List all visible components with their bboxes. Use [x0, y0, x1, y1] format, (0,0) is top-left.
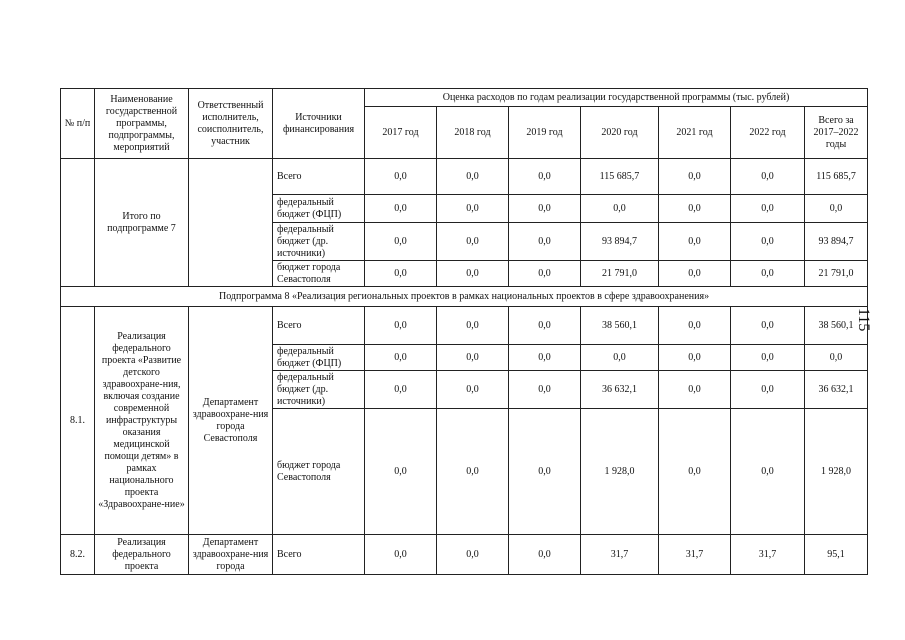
source-cell: федеральный бюджет (ФЦП)	[273, 195, 365, 223]
name-cell: Итого по подпрограмме 7	[95, 159, 189, 287]
value-cell: 0,0	[509, 261, 581, 287]
value-cell: 0,0	[437, 371, 509, 409]
value-cell: 38 560,1	[581, 307, 659, 345]
source-cell: Всего	[273, 307, 365, 345]
value-cell: 0,0	[659, 159, 731, 195]
value-cell: 21 791,0	[581, 261, 659, 287]
header-num: № п/п	[61, 89, 95, 159]
value-cell: 38 560,1	[805, 307, 868, 345]
value-cell: 0,0	[805, 345, 868, 371]
value-cell: 0,0	[437, 195, 509, 223]
header-row	[61, 89, 868, 107]
value-cell: 0,0	[365, 159, 437, 195]
value-cell: 0,0	[731, 223, 805, 261]
value-cell: 0,0	[509, 223, 581, 261]
source-cell: бюджет города Севастополя	[273, 261, 365, 287]
value-cell: 0,0	[659, 409, 731, 535]
value-cell: 36 632,1	[805, 371, 868, 409]
value-cell: 95,1	[805, 535, 868, 575]
value-cell: 0,0	[509, 345, 581, 371]
value-cell: 31,7	[659, 535, 731, 575]
value-cell: 0,0	[365, 371, 437, 409]
table-row	[61, 159, 868, 195]
header-name: Наименование государственной программы, подпрограммы, мероприятий	[95, 89, 189, 159]
name-cell: Реализация федерального проекта	[95, 535, 189, 575]
value-cell: 31,7	[581, 535, 659, 575]
source-cell: Всего	[273, 159, 365, 195]
budget-table	[60, 88, 868, 575]
num-cell: 8.1.	[61, 307, 95, 535]
value-cell: 0,0	[731, 195, 805, 223]
value-cell: 0,0	[659, 307, 731, 345]
subprogram-row	[61, 287, 868, 307]
value-cell: 0,0	[365, 345, 437, 371]
value-cell: 0,0	[365, 261, 437, 287]
source-cell: федеральный бюджет (ФЦП)	[273, 345, 365, 371]
value-cell: 0,0	[365, 307, 437, 345]
header-estimate: Оценка расходов по годам реализации государственной программы (тыс. рублей)	[365, 89, 868, 107]
num-cell	[61, 159, 95, 287]
value-cell: 0,0	[509, 409, 581, 535]
value-cell: 0,0	[659, 261, 731, 287]
value-cell: 31,7	[731, 535, 805, 575]
year-2019: 2019 год	[509, 107, 581, 159]
source-cell: федеральный бюджет (др. источники)	[273, 223, 365, 261]
value-cell: 0,0	[365, 535, 437, 575]
value-cell: 115 685,7	[805, 159, 868, 195]
value-cell: 93 894,7	[581, 223, 659, 261]
year-2017: 2017 год	[365, 107, 437, 159]
value-cell: 0,0	[659, 371, 731, 409]
subprogram-title: Подпрограмма 8 «Реализация региональных проектов в рамках национальных проектов в сфере здравоохранения»	[61, 287, 868, 307]
value-cell: 0,0	[509, 195, 581, 223]
page-number: 115	[855, 308, 872, 332]
executor-cell	[189, 159, 273, 287]
name-cell: Реализация федерального проекта «Развитие детского здравоохране-ния, включая создание современной инфраструктуры оказания медицинской помощи детям» в рамках национального проекта «Здравоохране-ние»	[95, 307, 189, 535]
value-cell: 0,0	[509, 371, 581, 409]
source-cell: Всего	[273, 535, 365, 575]
value-cell: 0,0	[659, 223, 731, 261]
value-cell: 0,0	[659, 195, 731, 223]
value-cell: 0,0	[731, 371, 805, 409]
value-cell: 0,0	[365, 195, 437, 223]
value-cell: 21 791,0	[805, 261, 868, 287]
source-cell: федеральный бюджет (др. источники)	[273, 371, 365, 409]
year-2018: 2018 год	[437, 107, 509, 159]
value-cell: 1 928,0	[581, 409, 659, 535]
value-cell: 0,0	[509, 535, 581, 575]
year-total: Всего за 2017–2022 годы	[805, 107, 868, 159]
table-row	[61, 535, 868, 575]
executor-cell: Департамент здравоохране-ния города	[189, 535, 273, 575]
executor-cell: Департамент здравоохране-ния города Севастополя	[189, 307, 273, 535]
year-2020: 2020 год	[581, 107, 659, 159]
value-cell: 0,0	[365, 223, 437, 261]
value-cell: 0,0	[731, 409, 805, 535]
value-cell: 0,0	[581, 345, 659, 371]
value-cell: 0,0	[731, 307, 805, 345]
value-cell: 0,0	[437, 307, 509, 345]
header-executor: Ответственный исполнитель, соисполнитель, участник	[189, 89, 273, 159]
value-cell: 1 928,0	[805, 409, 868, 535]
value-cell: 0,0	[437, 535, 509, 575]
value-cell: 0,0	[805, 195, 868, 223]
source-cell: бюджет города Севастополя	[273, 409, 365, 535]
value-cell: 0,0	[437, 223, 509, 261]
year-2021: 2021 год	[659, 107, 731, 159]
year-2022: 2022 год	[731, 107, 805, 159]
value-cell: 0,0	[659, 345, 731, 371]
value-cell: 0,0	[437, 159, 509, 195]
value-cell: 36 632,1	[581, 371, 659, 409]
value-cell: 115 685,7	[581, 159, 659, 195]
value-cell: 0,0	[509, 159, 581, 195]
table-row	[61, 307, 868, 345]
value-cell: 0,0	[581, 195, 659, 223]
value-cell: 0,0	[437, 409, 509, 535]
value-cell: 0,0	[731, 159, 805, 195]
value-cell: 0,0	[437, 261, 509, 287]
num-cell: 8.2.	[61, 535, 95, 575]
value-cell: 93 894,7	[805, 223, 868, 261]
value-cell: 0,0	[731, 261, 805, 287]
value-cell: 0,0	[731, 345, 805, 371]
value-cell: 0,0	[509, 307, 581, 345]
value-cell: 0,0	[365, 409, 437, 535]
value-cell: 0,0	[437, 345, 509, 371]
header-sources: Источники финансирования	[273, 89, 365, 159]
